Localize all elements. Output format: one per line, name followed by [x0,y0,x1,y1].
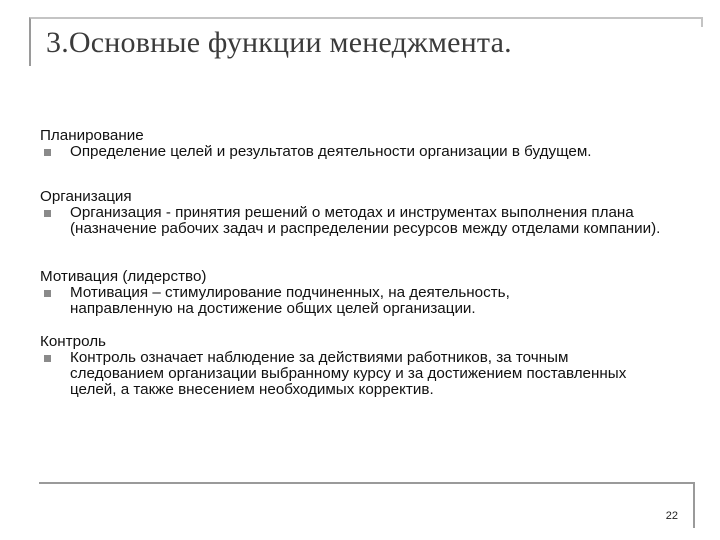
section-heading: Планирование [40,127,144,144]
page-number: 22 [665,510,678,522]
list-item-text: Организация - принятия решений о методах и инструментах выполнения плана (назначение рабочих задач и распределении ресурсов между отделами компании). [70,204,661,237]
list-item [40,144,700,160]
section-planning [40,127,700,160]
list-item-text: Контроль означает наблюдение за действиями работников, за точным следованием организации выбранному курсу и за достижением поставленных целей, а также внесением необходимых корректив. [70,349,627,398]
list-item-text: Определение целей и результатов деятельности организации в будущем. [70,143,592,160]
section-heading: Организация [40,188,132,205]
list-item-text: Мотивация – стимулирование подчиненных, на деятельность, направленную на достижение общих целей организации. [70,284,510,317]
square-bullet-icon [44,290,51,297]
section-motivation [40,268,610,317]
list-item [40,205,682,237]
section-heading: Мотивация (лидерство) [40,268,207,285]
square-bullet-icon [44,355,51,362]
section-heading: Контроль [40,333,106,350]
section-organization [40,188,682,237]
list-item [40,350,660,398]
footer-frame [39,482,695,528]
square-bullet-icon [44,149,51,156]
list-item [40,285,610,317]
section-control [40,333,660,398]
square-bullet-icon [44,210,51,217]
slide-title: 3.Основные функции менеджмента. [46,26,512,59]
